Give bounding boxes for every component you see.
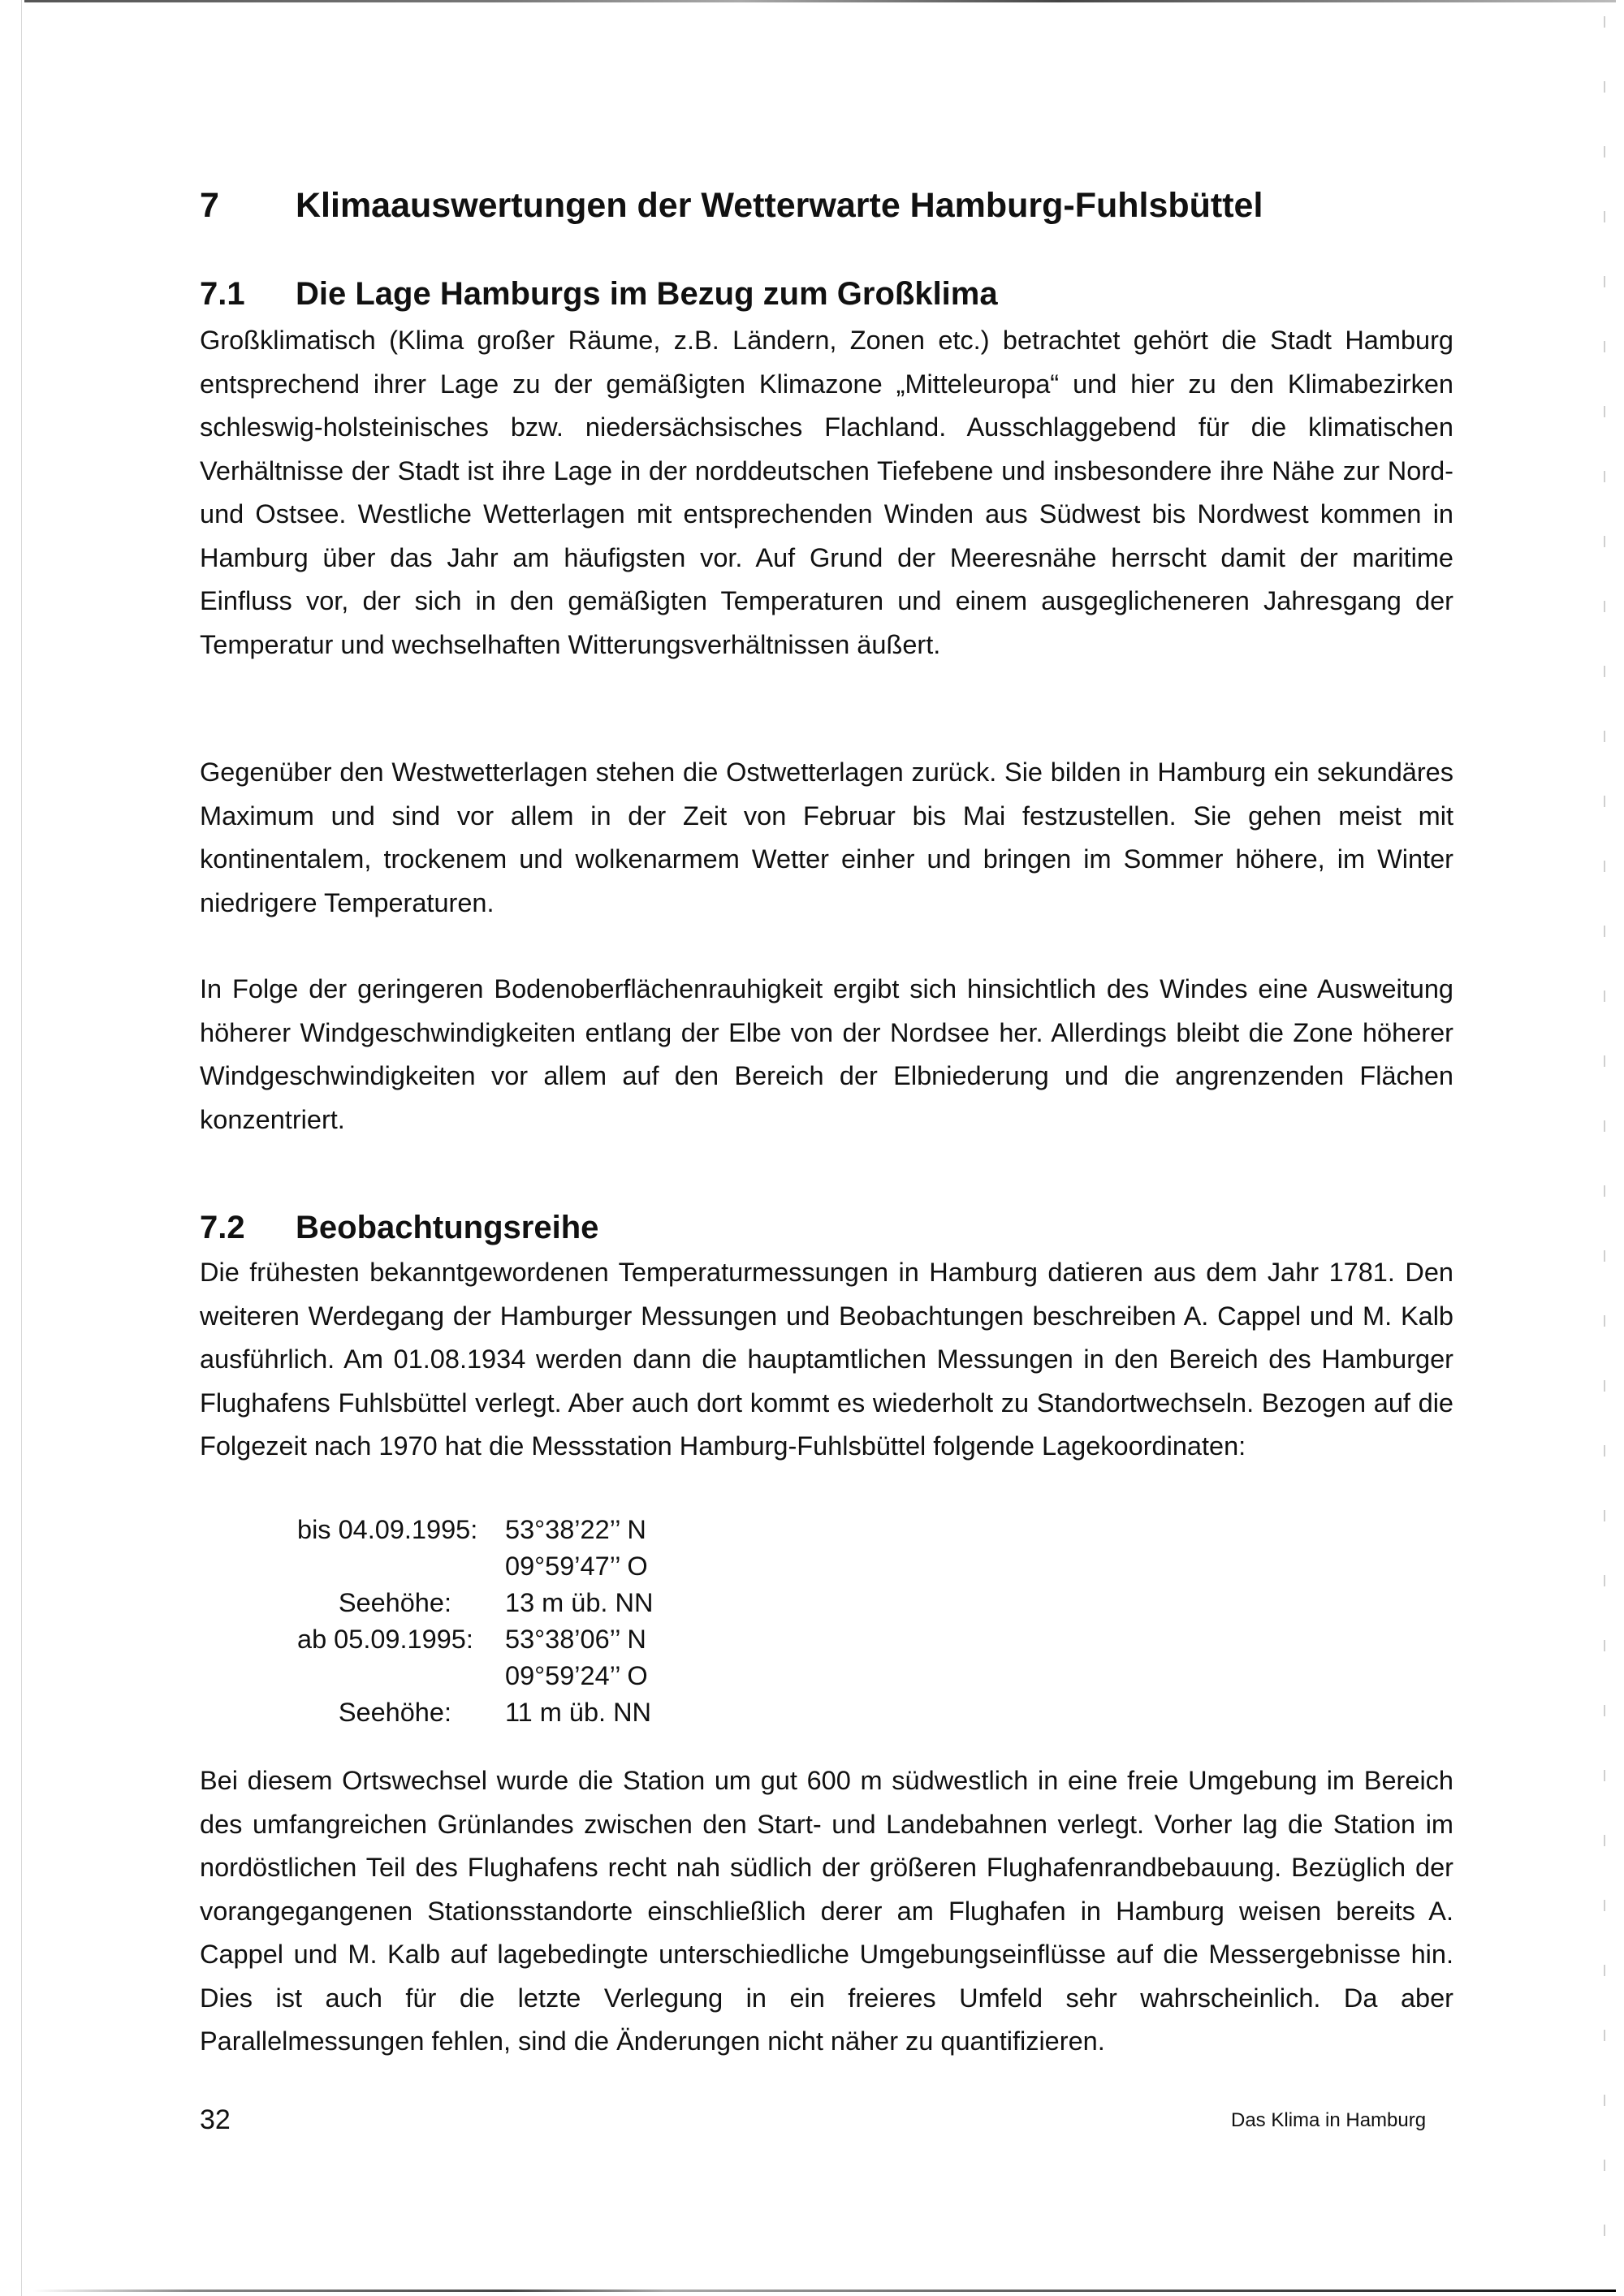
coord-row (200, 1585, 653, 1621)
section-heading-7-1 (200, 274, 998, 313)
longitude-value: 09°59’24’’ O (505, 1661, 648, 1690)
period-label: bis 04.09.1995: (297, 1515, 478, 1544)
paragraph-wind: In Folge der geringeren Bodenoberflächenrauhigkeit ergibt sich hinsichtlich des Windes eine Ausweitung höherer Windgeschwindigkeiten entlang der Elbe von der Nordsee her. Allerdings bleibt die Zone höherer Windgeschwindigkeiten vor allem auf den Bereich der Elbniederung und die angrenzenden Flächen konzentriert. (200, 974, 1453, 1134)
elevation-value: 11 m üb. NN (505, 1698, 652, 1727)
scan-edge-bottom (32, 2290, 1616, 2292)
coord-row (200, 1548, 653, 1585)
section-title: Beobachtungsreihe (296, 1210, 599, 1245)
elevation-label: Seehöhe: (338, 1698, 451, 1727)
scan-edge-top (24, 0, 1616, 2)
chapter-title: Klimaauswertungen der Wetterwarte Hamburg-Fuhlsbüttel (296, 186, 1263, 225)
coord-row (200, 1512, 653, 1548)
scan-edge-left (21, 0, 22, 2296)
paragraph-grossklima: Großklimatisch (Klima großer Räume, z.B. Ländern, Zonen etc.) betrachtet gehört die Stadt Hamburg entsprechend ihrer Lage zu der gemäßigten Klimazone „Mitteleuropa“ und hier zu den Klimabezirken schleswig-holsteinisches bzw. niedersächsisches Flachland. Ausschlaggebend für die klimatischen Verhältnisse der Stadt ist ihre Lage in der norddeutschen Tiefebene und insbesondere ihre Nähe zur Nord- und Ostsee. Westliche Wetterlagen mit entsprechenden Winden aus Südwest bis Nordwest kommen in Hamburg über das Jahr am häufigsten vor. Auf Grund der Meeresnähe herrscht damit der maritime Einfluss vor, der sich in den gemäßigten Temperaturen und einem ausgeglicheneren Jahresgang der Temperatur und wechselhaften Witterungsverhältnissen äußert. (200, 326, 1453, 659)
coord-row (200, 1658, 653, 1694)
latitude-value: 53°38’06’’ N (505, 1625, 646, 1654)
chapter-number: 7 (200, 186, 219, 225)
scan-edge-right (1604, 16, 1605, 2281)
elevation-value: 13 m üb. NN (505, 1588, 654, 1617)
period-label: ab 05.09.1995: (297, 1625, 473, 1654)
chapter-heading (200, 185, 1263, 227)
section-number: 7.2 (200, 1210, 245, 1245)
section-title: Die Lage Hamburgs im Bezug zum Großklima (296, 276, 998, 312)
section-heading-7-2 (200, 1208, 598, 1247)
paragraph-ostwetterlagen: Gegenüber den Westwetterlagen stehen die Ostwetterlagen zurück. Sie bilden in Hamburg ein sekundäres Maximum und sind vor allem in der Zeit von Februar bis Mai festzustellen. Sie gehen meist mit kontinentalem, trockenem und wolkenarmem Wetter einher und bringen im Sommer höhere, im Winter niedrigere Temperaturen. (200, 757, 1453, 917)
coordinates-table (200, 1512, 653, 1731)
paragraph-ortswechsel: Bei diesem Ortswechsel wurde die Station um gut 600 m südwestlich in eine freie Umgebung im Bereich des umfangreichen Grünlandes zwischen den Start- und Landebahnen verlegt. Vorher lag die Station im nordöstlichen Teil des Flughafens recht nah südlich der größeren Flughafenrandbebauung. Bezüglich der vorangegangenen Stationsstandorte einschließlich derer am Flughafen in Hamburg weisen bereits A. Cappel und M. Kalb auf lagebedingte unterschiedliche Umgebungseinflüsse auf die Messergebnisse hin. Dies ist auch für die letzte Verlegung in ein freieres Umfeld sehr wahrscheinlich. Da aber Parallelmessungen fehlen, sind die Änderungen nicht näher zu quantifizieren. (200, 1766, 1453, 2056)
paragraph-beobachtungsreihe: Die frühesten bekanntgewordenen Temperaturmessungen in Hamburg datieren aus dem Jahr 1781. Den weiteren Werdegang der Hamburger Messungen und Beobachtungen beschreiben A. Cappel und M. Kalb ausführlich. Am 01.08.1934 werden dann die hauptamtlichen Messungen in den Bereich des Hamburger Flughafens Fuhlsbüttel verlegt. Aber auch dort kommt es wiederholt zu Standortwechseln. Bezogen auf die Folgezeit nach 1970 hat die Messstation Hamburg-Fuhlsbüttel folgende Lagekoordinaten: (200, 1258, 1453, 1461)
section-number: 7.1 (200, 276, 245, 312)
coord-row (200, 1694, 653, 1731)
page-number: 32 (200, 2104, 231, 2135)
running-footer-title: Das Klima in Hamburg (1231, 2109, 1427, 2131)
elevation-label: Seehöhe: (338, 1588, 451, 1617)
longitude-value: 09°59’47’’ O (505, 1552, 648, 1581)
coord-row (200, 1621, 653, 1658)
latitude-value: 53°38’22’’ N (505, 1515, 646, 1544)
